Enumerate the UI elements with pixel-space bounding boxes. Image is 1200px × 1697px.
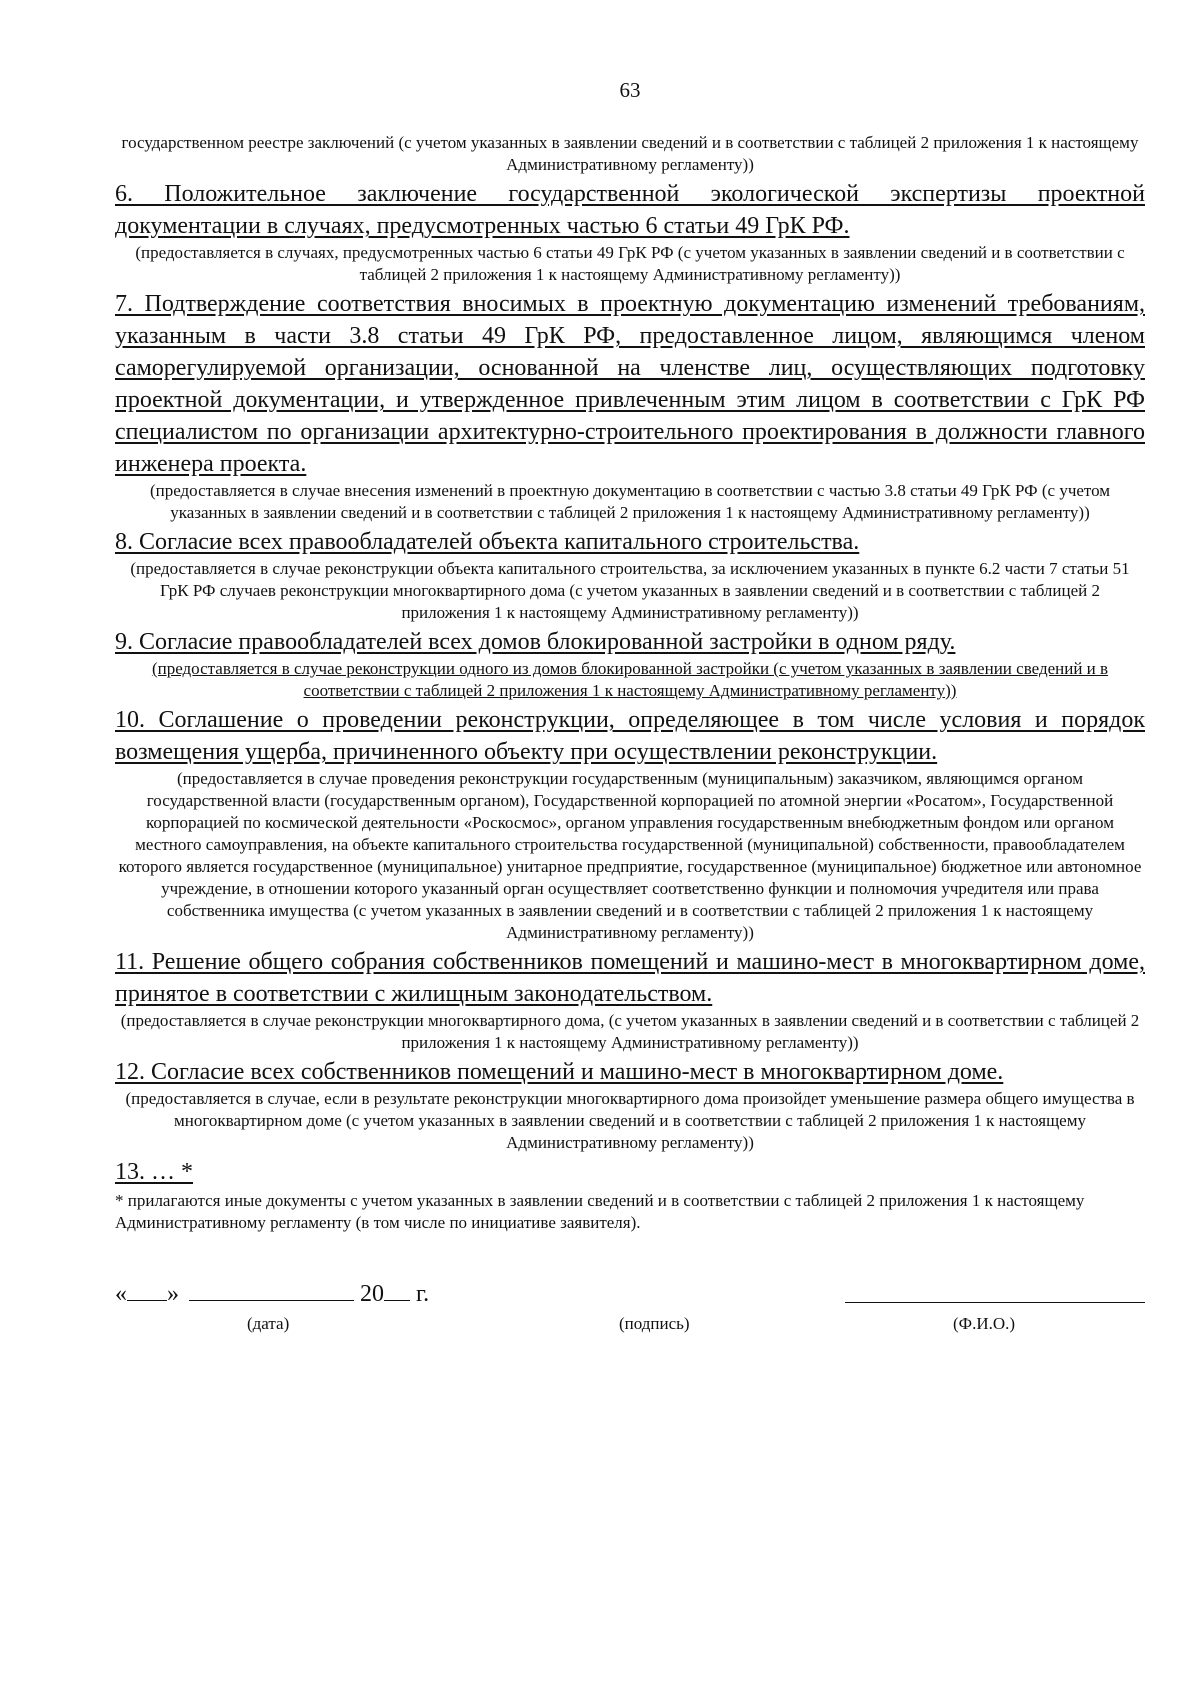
quote-open: « bbox=[115, 1281, 127, 1307]
footnote: * прилагаются иные документы с учетом указанных в заявлении сведений и в соответствии с таблицей 2 приложения 1 к настоящему Административному регламенту (в том числе по инициативе заявителя). bbox=[115, 1191, 1085, 1232]
item-13-title: 13. … * bbox=[115, 1159, 193, 1185]
item-12-note: (предоставляется в случае, если в результате реконструкции многоквартирного дома произойдет уменьшение размера общего имущества в многоквартирном доме (с учетом указанных в заявлении сведений и в соответствии с таблицей 2 приложения 1 к настоящему Административному регламенту)) bbox=[125, 1089, 1135, 1152]
item-9-note: (предоставляется в случае реконструкции одного из домов блокированной застройки (с учетом указанных в заявлении сведений и в соответствии с таблицей 2 приложения 1 к настоящему Административному регламенту)) bbox=[151, 659, 1109, 700]
item-10-note: (предоставляется в случае проведения реконструкции государственным (муниципальным) заказчиком, являющимся органом государственной власти (государственным органом), Государственной корпорацией по атомной энергии «Росатом», Государственной корпорацией по космической деятельности «Роскосмос», органом управления государственным внебюджетным фондом или органом местного самоуправления, на объекте капитального строительства государственной (муниципальной) собственности, правообладателем которого является государственное (муниципальное) унитарное предприятие, государственное (муниципальное) бюджетное или автономное учреждение, в отношении которого указанный орган осуществляет соответственно функции и полномочия учредителя или права собственника имущества (с учетом указанных в заявлении сведений и в соответствии с таблицей 2 приложения 1 к настоящему Административному регламенту)) bbox=[118, 769, 1142, 942]
item-7-note: (предоставляется в случае внесения изменений в проектную документацию в соответствии с частью 3.8 статьи 49 ГрК РФ (с учетом указанных в заявлении сведений и в соответствии с таблицей 2 приложения 1 к настоящему Административному регламенту)) bbox=[149, 481, 1111, 522]
month-blank bbox=[189, 1278, 354, 1301]
signature-caption: (подпись) bbox=[619, 1314, 690, 1333]
day-blank bbox=[127, 1278, 167, 1301]
name-line bbox=[845, 1302, 1145, 1303]
date-field bbox=[115, 1278, 429, 1308]
item-8-note: (предоставляется в случае реконструкции объекта капитального строительства, за исключением указанных в пункте 6.2 части 7 статьи 51 ГрК РФ случаев реконструкции многоквартирного дома (с учетом указанных в заявлении сведений и в соответствии с таблицей 2 приложения 1 к настоящему Административному регламенту)) bbox=[130, 559, 1130, 622]
year-suffix: г. bbox=[416, 1281, 430, 1307]
year-blank bbox=[384, 1278, 410, 1301]
item-6-title: 6. Положительное заключение государственной экологической экспертизы проектной документации в случаях, предусмотренных частью 6 статьи 49 ГрК РФ. bbox=[115, 181, 1145, 239]
item-11-title: 11. Решение общего собрания собственников помещений и машино-мест в многоквартирном доме, принятое в соответствии с жилищным законодательством. bbox=[115, 949, 1145, 1007]
year-prefix: 20 bbox=[360, 1281, 384, 1307]
item-6-note: (предоставляется в случаях, предусмотренных частью 6 статьи 49 ГрК РФ (с учетом указанных в заявлении сведений и в соответствии с таблицей 2 приложения 1 к настоящему Административному регламенту)) bbox=[135, 243, 1125, 284]
item-9-title: 9. Согласие правообладателей всех домов блокированной застройки в одном ряду. bbox=[115, 629, 956, 655]
signature-block bbox=[115, 1278, 1145, 1358]
item-10-title: 10. Соглашение о проведении реконструкции, определяющее в том числе условия и порядок возмещения ущерба, причиненного объекту при осуществлении реконструкции. bbox=[115, 707, 1145, 765]
intro-note: государственном реестре заключений (с учетом указанных в заявлении сведений и в соответствии с таблицей 2 приложения 1 к настоящему Административному регламенту)) bbox=[121, 133, 1139, 174]
item-11-note: (предоставляется в случае реконструкции многоквартирного дома, (с учетом указанных в заявлении сведений и в соответствии с таблицей 2 приложения 1 к настоящему Административному регламенту)) bbox=[120, 1011, 1140, 1052]
document-page bbox=[115, 0, 1145, 1358]
quote-close: » bbox=[167, 1281, 179, 1307]
item-12-title: 12. Согласие всех собственников помещений и машино-мест в многоквартирном доме. bbox=[115, 1059, 1004, 1085]
page-number: 63 bbox=[619, 78, 641, 102]
name-caption: (Ф.И.О.) bbox=[953, 1314, 1016, 1333]
item-7-title: 7. Подтверждение соответствия вносимых в проектную документацию изменений требованиям, указанным в части 3.8 статьи 49 ГрК РФ, предоставленное лицом, являющимся членом саморегулируемой организации, основанной на членстве лиц, осуществляющих подготовку проектной документации, и утвержденное привлеченным этим лицом в соответствии с ГрК РФ специалистом по организации архитектурно-строительного проектирования в должности главного инженера проекта. bbox=[115, 291, 1145, 477]
item-8-title: 8. Согласие всех правообладателей объекта капитального строительства. bbox=[115, 529, 860, 555]
date-caption: (дата) bbox=[247, 1314, 290, 1333]
